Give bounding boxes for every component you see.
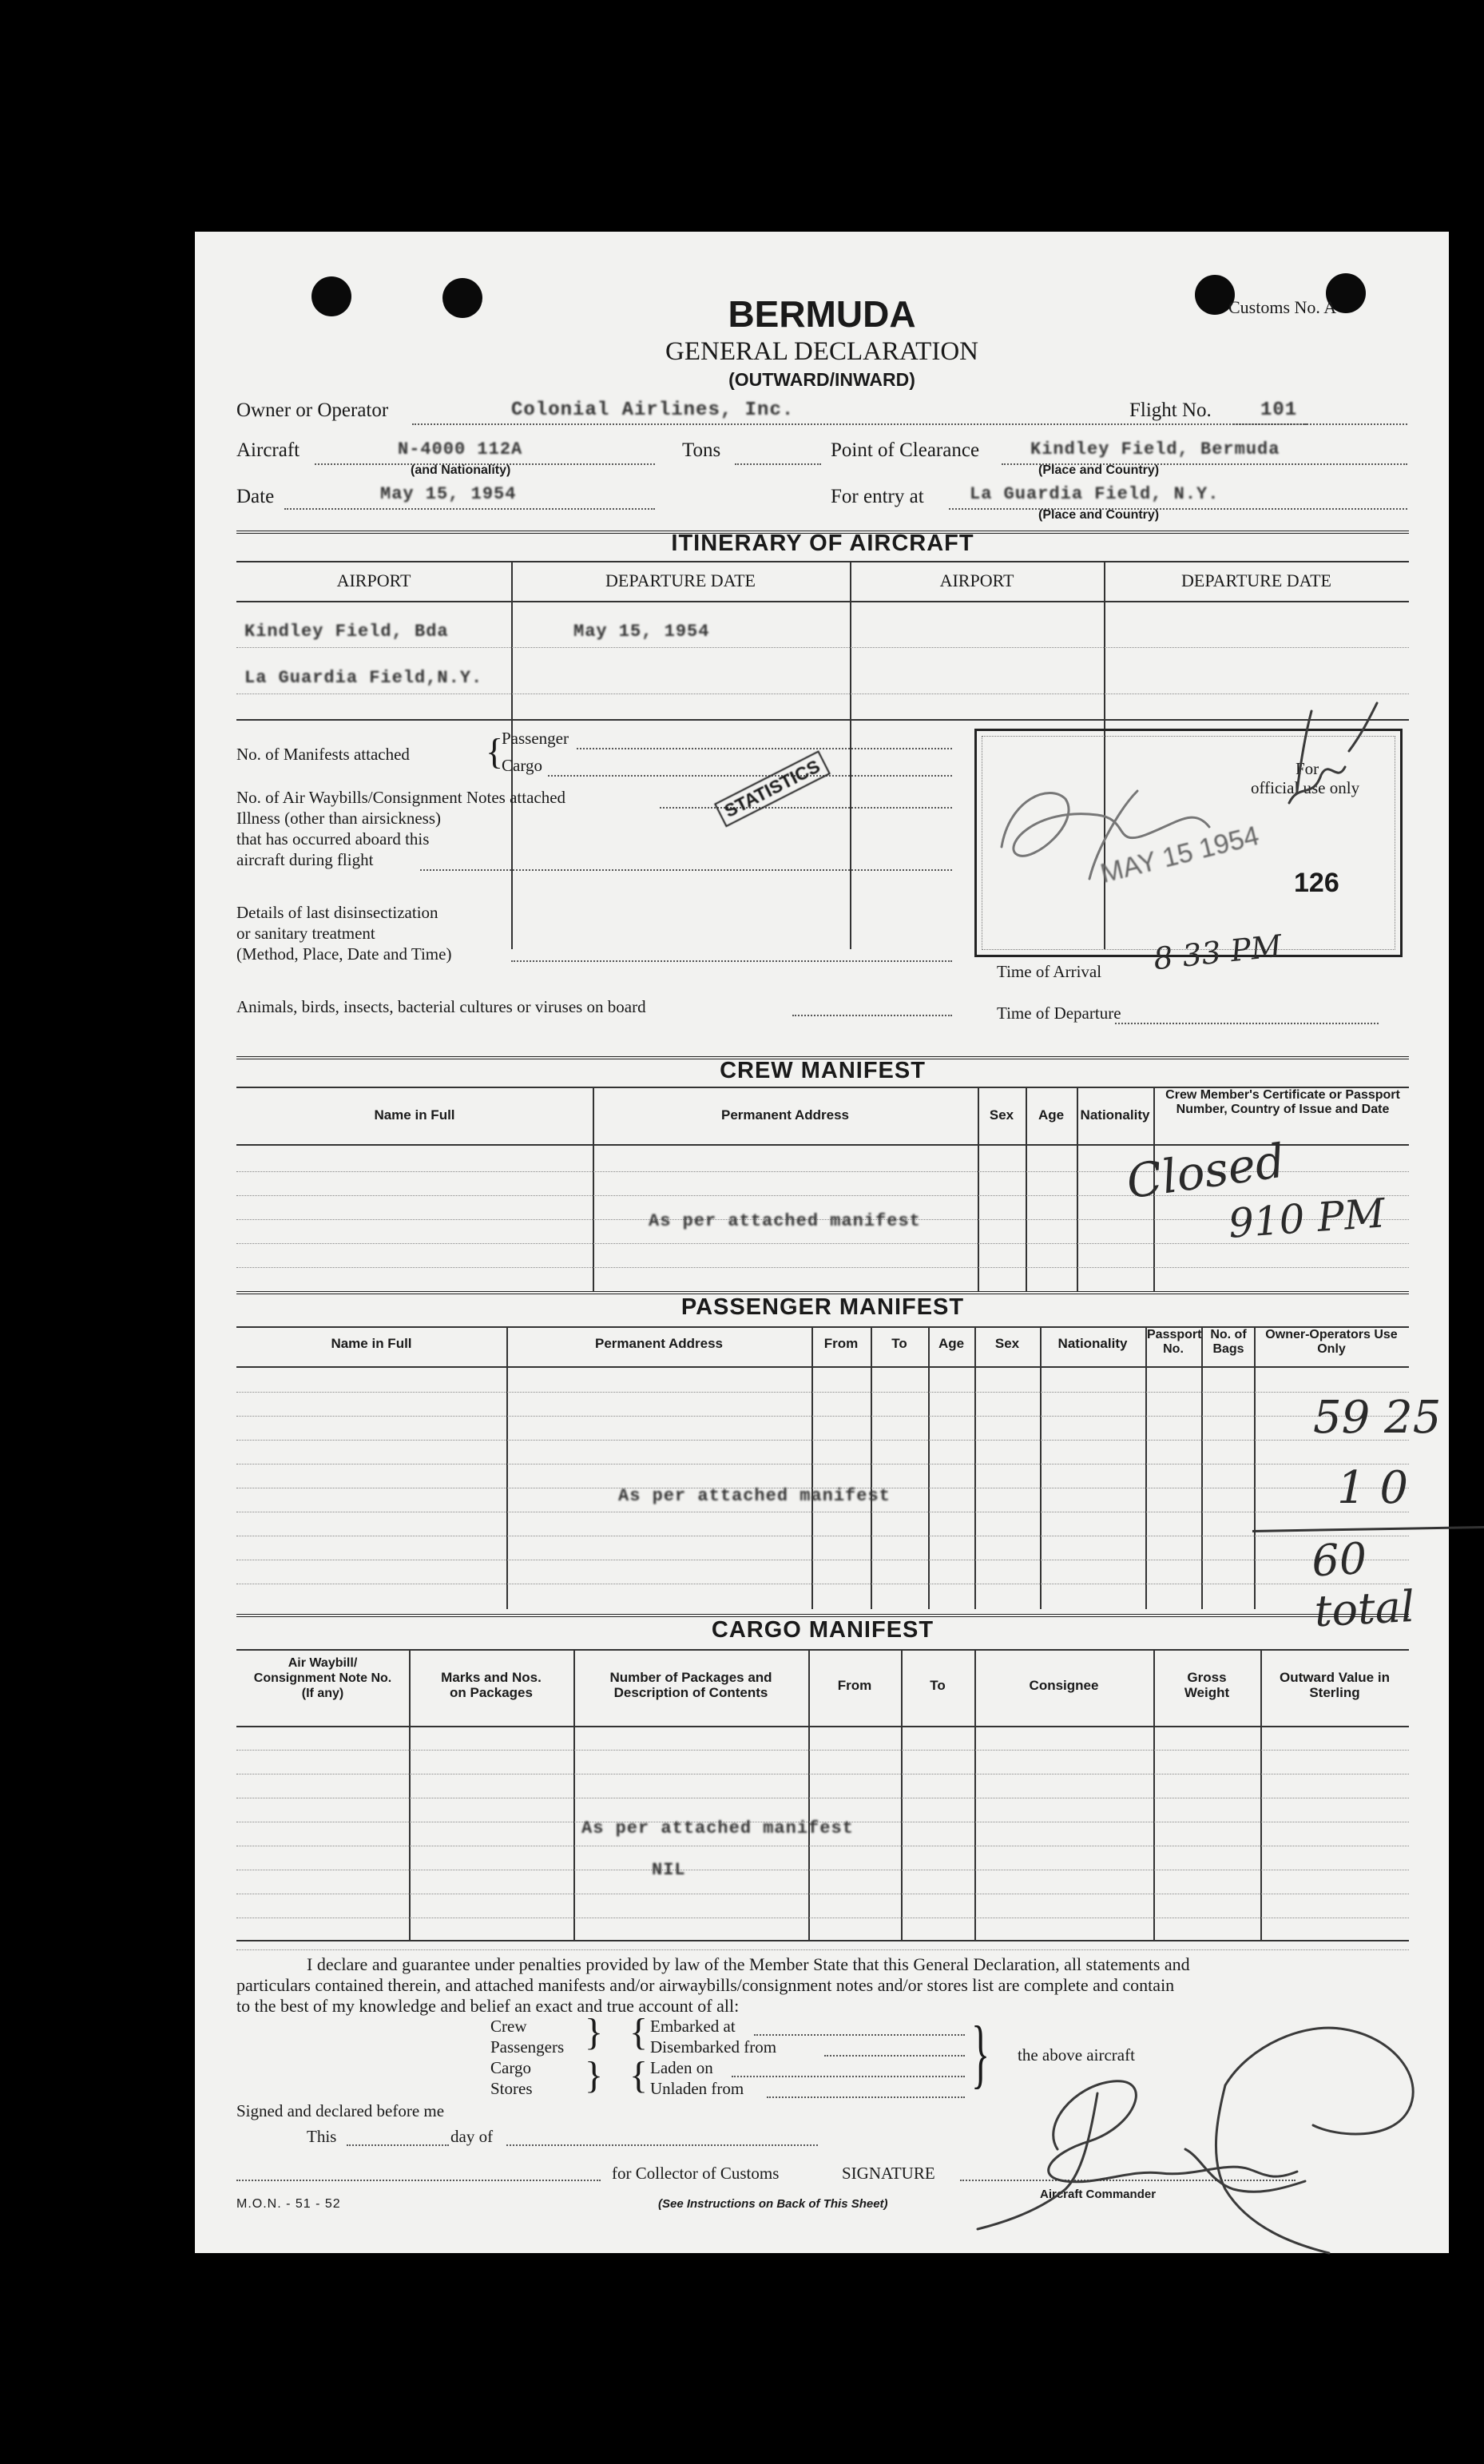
form-subtitle: GENERAL DECLARATION — [665, 337, 978, 366]
passenger-header-owner: Owner-Operators Use Only — [1265, 1328, 1398, 1356]
cargo-header-to: To — [930, 1678, 946, 1693]
day-of-label: day of — [450, 2127, 494, 2146]
form-title: BERMUDA — [728, 293, 916, 335]
cargo-note-nil: NIL — [652, 1860, 686, 1880]
declaration-item: Passengers — [490, 2037, 565, 2057]
crew-header-address: Permanent Address — [721, 1107, 849, 1123]
passenger-header-address: Permanent Address — [595, 1336, 723, 1351]
passenger-header-age: Age — [938, 1336, 965, 1351]
aircraft-label: Aircraft — [236, 439, 300, 461]
itinerary-header-date: DEPARTURE DATE — [1181, 570, 1331, 590]
itinerary-title: ITINERARY OF AIRCRAFT — [671, 531, 974, 556]
cargo-header-waybill: Air Waybill/ Consignment Note No. (If any) — [253, 1656, 392, 1700]
itinerary-header-date: DEPARTURE DATE — [605, 570, 756, 590]
passenger-header-sex: Sex — [994, 1336, 1020, 1351]
passenger-label: Passenger — [502, 729, 569, 748]
itinerary-airport: Kindley Field, Bda — [244, 622, 449, 642]
crew-handwritten-time: 910 PM — [1227, 1190, 1387, 1247]
declaration-action: Embarked at — [650, 2017, 736, 2036]
passenger-header-to: To — [891, 1336, 907, 1351]
illness-label: that has occurred aboard this — [236, 829, 430, 848]
this-label: This — [307, 2127, 337, 2146]
declaration-item: Stores — [490, 2079, 533, 2098]
flight-label: Flight No. — [1129, 399, 1216, 422]
clearance-value: Kindley Field, Bermuda — [1030, 439, 1280, 459]
waybills-label: No. of Air Waybills/Consignment Notes attached — [236, 788, 566, 807]
official-signature — [986, 663, 1385, 951]
aircraft-sub: (and Nationality) — [411, 463, 511, 477]
disinfect-label: Details of last disinsectization — [236, 903, 438, 922]
entry-value: La Guardia Field, N.Y. — [970, 484, 1220, 504]
crew-header-name: Name in Full — [374, 1107, 455, 1123]
cargo-header-weight: Gross Weight — [1184, 1670, 1230, 1700]
illness-label: Illness (other than airsickness) — [236, 809, 442, 828]
cargo-header-consignee: Consignee — [1029, 1678, 1099, 1693]
cargo-header-contents: Number of Packages and Description of Contents — [609, 1670, 772, 1700]
declaration-form: BERMUDA GENERAL DECLARATION (OUTWARD/INWARD) Customs No. A Owner or Operator Colonial Airlines, Inc. Flight No. 101 Aircraft N-4000 112A (and Nationality) Tons Point of Clearance Kindley Field, Bermuda (Place and Country) Date May 15, 1954 For entry at La Guardia Field, N.Y. (Place and Country) ITINERARY OF AIRCRAFT AIRPORT DEPARTURE DATE AIRPORT DEPARTURE DATE Kindley Field, Bda May 15, 1954 La Guardia Field,N.Y. No. of Manifests attached { Passenger Cargo No. of Air Waybills/Consignment Notes attached Illness (other than airsickness) that has occurred aboard this aircraft during flight STATISTICS Details of last disinsectization or sanitary treatment (Method, Place, Date and Time) Animals, birds, insects, bacterial cultures or viruses on board For official use only MAY 15 1954 126 Time of Arrival 8 33 PM Time of Departure CREW MANIFEST Name in Full Permanent Address Sex Age Nationality Crew Member's Certificate or Passport Number, Country of Issue and Date As per attached manifest Closed 910 PM PASSENGER MANIFEST Name in Full Permanent Address From To Age Sex Nationality Passport No. No. of Bags Owner-Operators Use Only As per attached manifest 59 25 1 0 60 total CARGO MANIFEST Air Waybill/ Consignment Note No. (If any) Marks and Nos. on Packages Number of Packages and Description of Contents From To Consignee Gross Weight Outward Value in Sterling As per attached manifest NIL I declare and guarantee under penalties provided by law of the Member State that this General Declaration, all statements and particulars contained therein, and attached manifests and/or airwaybills/consignment notes and/or stores list are complete and contain to the best of my knowledge and belief an exact and true account of all: Crew Passengers Cargo Stores } } { { Embarked at Disembarked from Laden on Unladen from } the above aircraft Signed and declared before me This day of for Collector of Customs SIGNATURE M.O.N. - 51 - 52 (See Instructions on Back of This Sheet) Aircraft Commander — [195, 232, 1449, 2253]
crew-header-nationality: Nationality — [1080, 1107, 1150, 1123]
tons-label: Tons — [682, 439, 721, 461]
passenger-handwritten-total: 60 total — [1310, 1532, 1416, 1637]
passenger-header-nationality: Nationality — [1057, 1336, 1128, 1351]
signature-label: SIGNATURE — [842, 2164, 935, 2183]
declaration-item: Cargo — [490, 2058, 531, 2077]
disinfect-label: (Method, Place, Date and Time) — [236, 944, 452, 964]
illness-label: aircraft during flight — [236, 850, 374, 869]
declaration-action: Laden on — [650, 2058, 713, 2077]
instructions-note: (See Instructions on Back of This Sheet) — [658, 2197, 888, 2211]
passenger-handwritten-add: 1 0 — [1337, 1462, 1409, 1514]
declaration-text: to the best of my knowledge and belief an exact and true account of all: — [236, 1996, 740, 2016]
passenger-header-passport: Passport No. — [1147, 1328, 1202, 1356]
itinerary-date: May 15, 1954 — [573, 622, 710, 642]
clearance-sub: (Place and Country) — [1038, 463, 1160, 477]
date-label: Date — [236, 486, 275, 507]
crew-title: CREW MANIFEST — [720, 1058, 926, 1083]
form-number: M.O.N. - 51 - 52 — [236, 2197, 341, 2211]
arrival-handwritten: 8 33 PM — [1152, 928, 1284, 977]
animals-label: Animals, birds, insects, bacterial cultures or viruses on board — [236, 997, 646, 1016]
itinerary-airport: La Guardia Field,N.Y. — [244, 668, 483, 688]
crew-header-age: Age — [1038, 1107, 1065, 1123]
crew-header-sex: Sex — [989, 1107, 1014, 1123]
cargo-title: CARGO MANIFEST — [711, 1617, 934, 1643]
passenger-handwritten-count: 59 25 — [1313, 1392, 1442, 1444]
entry-sub: (Place and Country) — [1038, 508, 1160, 522]
date-value: May 15, 1954 — [380, 484, 517, 504]
declaration-item: Crew — [490, 2017, 527, 2036]
declaration-action: Disembarked from — [650, 2037, 777, 2057]
date-stamp: MAY 15 1954 — [1097, 820, 1263, 889]
owner-label: Owner or Operator — [236, 399, 389, 421]
crew-note: As per attached manifest — [649, 1211, 921, 1231]
cargo-label: Cargo — [502, 756, 542, 775]
cargo-header-from: From — [837, 1678, 872, 1693]
passenger-title: PASSENGER MANIFEST — [680, 1294, 965, 1320]
passenger-header-bags: No. of Bags — [1210, 1328, 1247, 1356]
passenger-note: As per attached manifest — [618, 1486, 891, 1506]
declaration-number: 126 — [1294, 868, 1339, 898]
customs-number: Customs No. A — [1228, 297, 1337, 317]
crew-handwritten-closed: Closed — [1123, 1133, 1288, 1210]
cargo-note: As per attached manifest — [581, 1818, 854, 1838]
passenger-header-name: Name in Full — [331, 1336, 412, 1351]
commander-label: Aircraft Commander — [1040, 2188, 1157, 2201]
declaration-text: particulars contained therein, and attached manifests and/or airwaybills/consignment notes and/or stores list are complete and contain — [236, 1975, 1175, 1995]
commander-signature — [962, 1989, 1441, 2253]
declaration-text: I declare and guarantee under penalties provided by law of the Member State that this General Declaration, all statements and — [307, 1954, 1190, 1974]
declaration-action: Unladen from — [650, 2079, 744, 2098]
aircraft-value: N-4000 112A — [398, 439, 523, 459]
passenger-header-from: From — [823, 1336, 859, 1351]
collector-label: for Collector of Customs — [612, 2164, 780, 2183]
flight-value: 101 — [1260, 399, 1298, 421]
official-use-label: official use only — [1251, 778, 1360, 797]
itinerary-header-airport: AIRPORT — [336, 570, 411, 590]
above-aircraft: the above aircraft — [1018, 2045, 1135, 2065]
entry-label: For entry at — [831, 486, 924, 507]
signed-label: Signed and declared before me — [236, 2101, 445, 2120]
clearance-label: Point of Clearance — [831, 439, 980, 461]
disinfect-label: or sanitary treatment — [236, 924, 375, 943]
for-label: For — [1296, 759, 1319, 778]
cargo-header-marks: Marks and Nos. on Packages — [441, 1670, 542, 1700]
statistics-stamp: STATISTICS — [714, 750, 831, 827]
form-direction: (OUTWARD/INWARD) — [728, 369, 915, 390]
departure-label: Time of Departure — [997, 1003, 1121, 1023]
crew-header-certificate: Crew Member's Certificate or Passport Number, Country of Issue and Date — [1165, 1088, 1400, 1116]
owner-value: Colonial Airlines, Inc. — [511, 399, 795, 421]
itinerary-header-airport: AIRPORT — [939, 570, 1014, 590]
arrival-label: Time of Arrival — [997, 962, 1102, 981]
cargo-header-value: Outward Value in Sterling — [1280, 1670, 1390, 1700]
manifests-label: No. of Manifests attached — [236, 745, 410, 764]
